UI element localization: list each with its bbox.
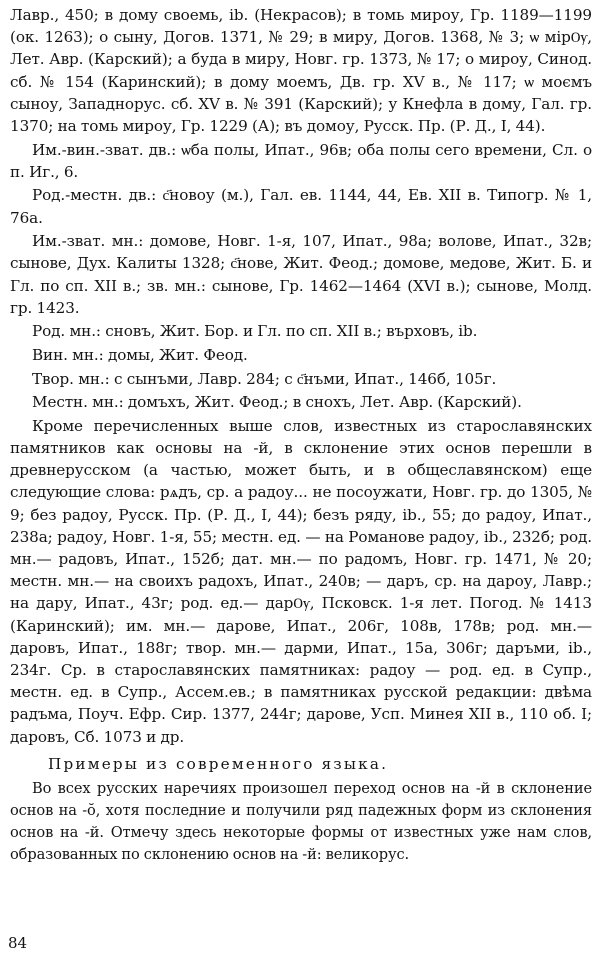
paragraph-locative-singular-examples: Лавр., 450; в дому своемь, ib. (Некрасов); в томь мироу, Гр. 1189—1199 (ок. 1263); о сыну, Догов. 1371, № 29; в миру, Догов. 1368, № 3; ѡ мірѸ, Лет. Авр. (Карский); а буда в миру, Новг. гр. 1373, № 17; о мироу, Синод. сб. № 154 (Каринский); в дому моемъ, Дв. гр. XV в., № 117; ѡ моємъ сыноу, Западнорус. сб. XV в. № 391 (Карский); у Кнефла в дому, Гал. гр. 1370; на томь мироу, Гр. 1229 (А); въ домоу, Русск. Пр. (Р. Д., I, 44). [10,6,592,136]
section-body-paragraph: Во всех русских наречиях произошел переход основ на -й в склонение основ на -ŏ, хотя последние и получили ряд падежных форм из склонения основ на -й. Отмечу здесь некоторые формы от известных уже нам слов, образованных по склонению основ на -й: великорус. [10,779,592,864]
paragraph-genitive-plural: Род. мн.: сновъ, Жит. Бор. и Гл. по сп. XII в.; върховъ, ib. [32,322,478,341]
section-heading: Примеры из современного языка. [48,754,389,773]
paragraph-accusative-plural: Вин. мн.: домы, Жит. Феод. [32,346,248,364]
paragraph-other-words: Кроме перечисленных выше слов, известных из старославянских памятников как основы на -й, в склонение этих основ перешли в древнерусском (а частью, может быть, и в общеславянском) еще следующие слова: рѧдъ, ср. а радоу... не посоужати, Новг. гр. до 1305, № 9; без радоу, Русск. Пр. (Р. Д., I, 44); безъ ряду, ib., 55; до радоу, Ипат., 238а; радоу, Новг. 1-я, 55; местн. ед. — на Романове радоу, ib., 232б; род. мн.— радовъ, Ипат., 152б; дат. мн.— по радомъ, Новг. гр. 1471, № 20; местн. мн.— на своихъ радохъ, Ипат., 240в; — даръ, ср. на дароу, Лавр.; на дару, Ипат., 43г; род. ед.— дарѸ, Псковск. 1-я лет. Погод. № 1413 (Каринский); им. мн.— дарове, Ипат., 206г, 108в, 178в; род. мн.— даровъ, Ипат., 188г; твор. мн.— дарми, Ипат., 15а, 306г; даръми, ib., 234г. Ср. в старославянских памятниках: радоу — род. ед. в Супр., местн. ед. в Супр., Ассем.ев.; в памятниках русской редакции: двѣма радъма, Поуч. Ефр. Сир. 1377, 244г; дарове, Усп. Минея XII в., 110 об. I; даровъ, Сб. 1073 и др. [10,416,592,746]
paragraph-nom-voc-plural: Им.-зват. мн.: домове, Новг. 1-я, 107, Ипат., 98а; волове, Ипат., 32в; сынове, Дух. Калиты 1328; с҃нове, Жит. Феод.; домове, медове, Жит. Б. и Гл. по сп. XII в.; зв. мн.: сынове, Гр. 1462—1464 (XVI в.); сынове, Молд. гр. 1423. [10,232,592,317]
page-number: 84 [8,934,28,952]
paragraph-instrumental-plural: Твор. мн.: с сынъми, Лавр. 284; с с҃нъми, Ипат., 146б, 105г. [32,369,497,388]
page-content [10,4,592,868]
paragraph-nom-acc-voc-dual: Им.-вин.-зват. дв.: ѡба полы, Ипат., 96в; оба полы сего времени, Сл. о п. Иг., 6. [10,140,592,181]
paragraph-locative-plural: Местн. мн.: домъхъ, Жит. Феод.; в снохъ, Лет. Авр. (Карский). [32,393,522,412]
paragraph-gen-loc-dual: Род.-местн. дв.: с҃новоу (м.), Гал. ев. 1144, 44, Ев. XII в. Типогр. № 1, 76а. [10,186,592,227]
